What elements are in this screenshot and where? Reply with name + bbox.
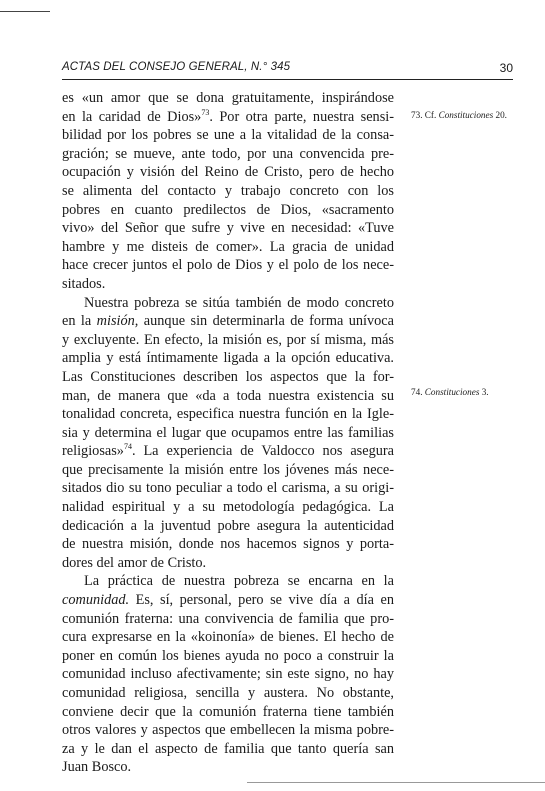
running-title: ACTAS DEL CONSEJO GENERAL, N.° 345 <box>62 61 291 73</box>
running-header <box>62 61 513 80</box>
text-line: que precisamente la misión entre los jóvenes más nece- <box>62 461 394 478</box>
text-line: man, de manera que «da a toda nuestra existencia su <box>62 387 394 404</box>
text-line: hace crecer juntos el polo de Dios y el polo de los nece- <box>62 257 394 274</box>
text-line: comunidad religiosa, sencilla y austera. No obstante, <box>62 685 394 701</box>
note-reference: Constituciones <box>424 387 480 397</box>
text-line: se alimenta del contacto y trabajo concreto con los <box>62 182 394 199</box>
text-line: es «un amor que se dona gratuitamente, inspirándose <box>62 90 394 106</box>
text-line: Nuestra pobreza se sitúa también de modo concreto <box>84 294 394 311</box>
text-line: comunión fraterna: una convivencia de familia que pro- <box>62 610 394 627</box>
text-line: de nuestra misión, donde nos hacemos signos y porta- <box>62 536 394 553</box>
text-line: Juan Bosco. <box>62 759 132 776</box>
emphasis-mision: misión, <box>96 313 139 330</box>
note-page: 3. <box>481 387 489 397</box>
text-line: en la caridad de Dios»$^{73}$. Por otra parte, nuestra sensi- <box>62 107 394 125</box>
footnote-ref-74: 74 <box>123 442 132 452</box>
text-line: comunidad. Es, sí, personal, pero se vive día a día en <box>62 592 394 609</box>
text-line: dedicación a la juventud pobre asegura la autenticidad <box>62 517 394 534</box>
text-line: tonalidad concreta, especifica nuestra función en la Igle- <box>62 406 394 423</box>
paragraph-2 <box>62 294 394 573</box>
text-line: dores del amor de Cristo. <box>62 554 207 571</box>
text-line: pobres en cuanto predilectos de Dios, «sacramento <box>62 201 394 218</box>
text-line: hambre y me disteis de comer». La gracia de unidad <box>62 238 394 255</box>
text-line: amplia y está íntimamente ligada a la opción educativa. <box>62 350 394 367</box>
margin-note-73 <box>411 110 507 120</box>
text-line: otros valores y aspectos que embellecen la misma pobre- <box>62 722 394 739</box>
text-line: y excluyente. En efecto, la misión es, por sí misma, más <box>62 331 394 348</box>
text-line: religiosas»$^{74}$. La experiencia de Valdocco nos asegura <box>62 442 394 460</box>
text-line: comunidad incluso afectivamente; sin este signo, no hay <box>62 666 394 683</box>
note-reference: Constituciones <box>438 110 494 120</box>
text-line: Las Constituciones describen los aspectos que la for- <box>62 368 394 385</box>
text-line: vivo» del Señor que sufre y vive en necesidad: «Tuve <box>62 220 394 237</box>
text-line: za y le dan el aspecto de familia que tanto quería san <box>62 740 394 757</box>
paragraph-1 <box>62 89 394 294</box>
text-line: conviene decir que la comunión fraterna tiene también <box>62 703 394 720</box>
text-line: gración; se mueve, ante todo, por una convencida pre- <box>62 145 394 162</box>
text-line: sia y determina el lugar que ocupamos entre las familias <box>62 424 394 441</box>
footnote-ref-73: 73 <box>201 107 210 117</box>
page-number: 30 <box>499 61 513 75</box>
note-number: 73. <box>411 110 423 120</box>
text-line: La práctica de nuestra pobreza se encarna en la <box>84 573 394 590</box>
bottom-rule <box>247 782 545 783</box>
paragraph-3 <box>62 572 394 777</box>
margin-note-74 <box>411 387 489 397</box>
emphasis-comunidad: comunidad. <box>62 592 130 609</box>
text-line: sitados dio su tono peculiar a todo el carisma, a su origi- <box>62 480 394 497</box>
note-page: 20. <box>495 110 507 120</box>
text-line: ocupación y visión del Reino de Cristo, pero de hecho <box>62 164 394 181</box>
text-line: en la misión, aunque sin determinarla de forma unívoca <box>62 313 394 330</box>
text-line: nalidad espiritual y a su metodología pedagógica. La <box>62 499 394 516</box>
note-prefix: Cf. <box>424 110 437 120</box>
top-left-rule <box>0 11 50 12</box>
text-line: bilidad por los pobres se une a la vitalidad de la consa- <box>62 127 394 144</box>
note-number: 74. <box>411 387 423 397</box>
text-line: poner en común los bienes ayuda no poco a construir la <box>62 647 394 664</box>
text-line: sitados. <box>62 275 106 292</box>
text-line: cura expresarse en la «koinonía» de bienes. El hecho de <box>62 629 394 646</box>
main-text-column <box>62 89 394 777</box>
